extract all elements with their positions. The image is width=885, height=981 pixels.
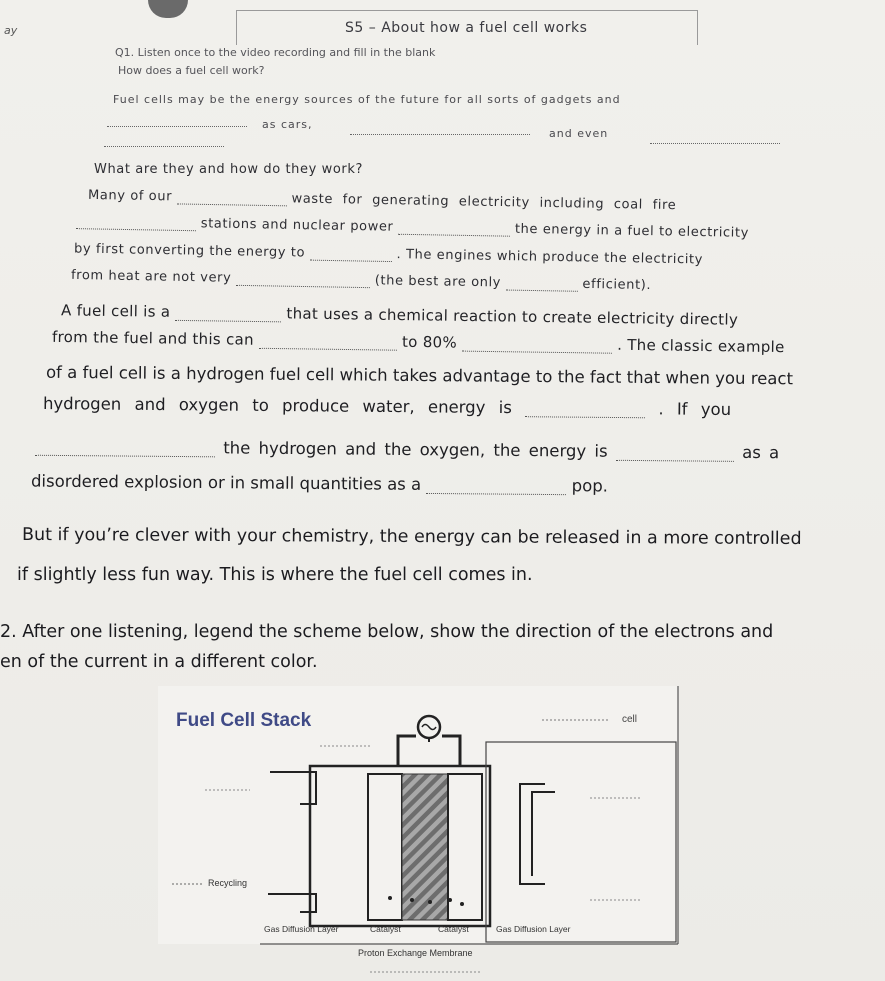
blank-1[interactable] [107, 125, 247, 127]
blank-2[interactable] [350, 133, 530, 135]
p2-l5-text-b: as a [742, 442, 780, 463]
p1-l3-text-a: by first converting the energy to [73, 241, 306, 261]
label-gdl-left: Gas Diffusion Layer [264, 924, 339, 934]
label-gdl-right: Gas Diffusion Layer [496, 924, 571, 934]
recycling-label: Recycling [208, 878, 248, 888]
blank-6[interactable] [76, 227, 196, 231]
q2-line1: 2. After one listening, legend the scheme below, show the direction of the electrons and [0, 622, 774, 642]
p3-line2: if slightly less fun way. This is where the fuel cell comes in. [17, 565, 533, 585]
blank-11[interactable] [175, 319, 281, 322]
p1-line2 [76, 214, 749, 241]
blank-17[interactable] [426, 492, 566, 495]
blank-10[interactable] [506, 289, 578, 292]
q1-line2-and-even: and even [549, 127, 609, 140]
cell-label: cell [622, 714, 638, 725]
p1-l4-text-a: from heat are not very [70, 267, 232, 286]
p1-line4 [71, 268, 651, 293]
p1-l2-text-a: stations and nuclear power [200, 216, 394, 235]
p2-line2 [52, 328, 785, 356]
blank-9[interactable] [236, 284, 370, 288]
p2-l2-text-a: from the fuel and this can [51, 327, 255, 349]
blank-16[interactable] [616, 459, 734, 462]
proton-exchange-membrane [402, 774, 448, 920]
blank-14[interactable] [525, 415, 645, 418]
p2-line4 [43, 394, 731, 419]
p2-line6 [31, 471, 608, 495]
blank-13[interactable] [462, 350, 612, 354]
blank-12[interactable] [259, 347, 397, 351]
p1-l4-text-c: efficient). [582, 276, 652, 294]
p2-l1-text-b: that uses a chemical reaction to create electricity directly [286, 304, 739, 329]
p2-l6-text-b: pop. [571, 476, 609, 496]
p2-l4-text-a: hydrogen and oxygen to produce water, energy is [42, 393, 512, 418]
p1-l3-text-b: . The engines which produce the electricity [396, 247, 704, 268]
punch-hole-smudge [148, 0, 188, 18]
p2-l6-text-a: disordered explosion or in small quantities as a [30, 471, 422, 494]
p2-line5 [35, 437, 779, 462]
q1-line2-as-cars: as cars, [262, 118, 313, 131]
blank-3[interactable] [650, 142, 780, 144]
q1-question: How does a fuel cell work? [118, 64, 265, 77]
p2-l1-text-a: A fuel cell is a [60, 301, 171, 321]
p1-l2-text-b: the energy in a fuel to electricity [514, 221, 750, 241]
q1-line1: Fuel cells may be the energy sources of the future for all sorts of gadgets and [113, 93, 621, 106]
label-catalyst-left: Catalyst [370, 924, 401, 934]
p2-l5-text-a: the hydrogen and the oxygen, the energy is [223, 438, 608, 461]
q2-line2: en of the current in a different color. [0, 652, 318, 672]
p2-l2-text-b: to 80% [401, 332, 458, 352]
p2-l2-text-c: . The classic example [617, 335, 785, 357]
page-title: S5 – About how a fuel cell works [345, 20, 588, 36]
diagram-title: Fuel Cell Stack [176, 710, 312, 731]
p2-l4-text-b: . If you [658, 399, 732, 420]
gas-diffusion-layer-right [448, 774, 482, 920]
p3-line1: But if you’re clever with your chemistry, the energy can be released in a more controlled [21, 524, 802, 550]
blank-15[interactable] [35, 454, 215, 458]
p2-line3: of a fuel cell is a hydrogen fuel cell which takes advantage to the fact that when you react [45, 362, 794, 389]
p1-l4-text-b: (the best are only [374, 273, 502, 291]
label-membrane: Proton Exchange Membrane [358, 948, 473, 958]
p1-line3 [74, 242, 703, 268]
fuel-cell-diagram [150, 680, 710, 980]
gas-diffusion-layer-left [368, 774, 402, 920]
p1-line1 [88, 188, 677, 213]
p2-line1 [61, 301, 738, 328]
blank-4[interactable] [104, 145, 224, 147]
subheading: What are they and how do they work? [94, 162, 364, 177]
blank-5[interactable] [177, 202, 287, 206]
blank-7[interactable] [398, 233, 510, 237]
blank-8[interactable] [310, 259, 392, 262]
corner-note: ay [4, 24, 18, 37]
q1-instruction: Q1. Listen once to the video recording and fill in the blank [115, 46, 436, 59]
label-catalyst-right: Catalyst [438, 924, 469, 934]
p1-l1-text-a: Many of our [87, 187, 173, 205]
p1-l1-text-b: waste for generating electricity including coal fire [291, 191, 677, 214]
